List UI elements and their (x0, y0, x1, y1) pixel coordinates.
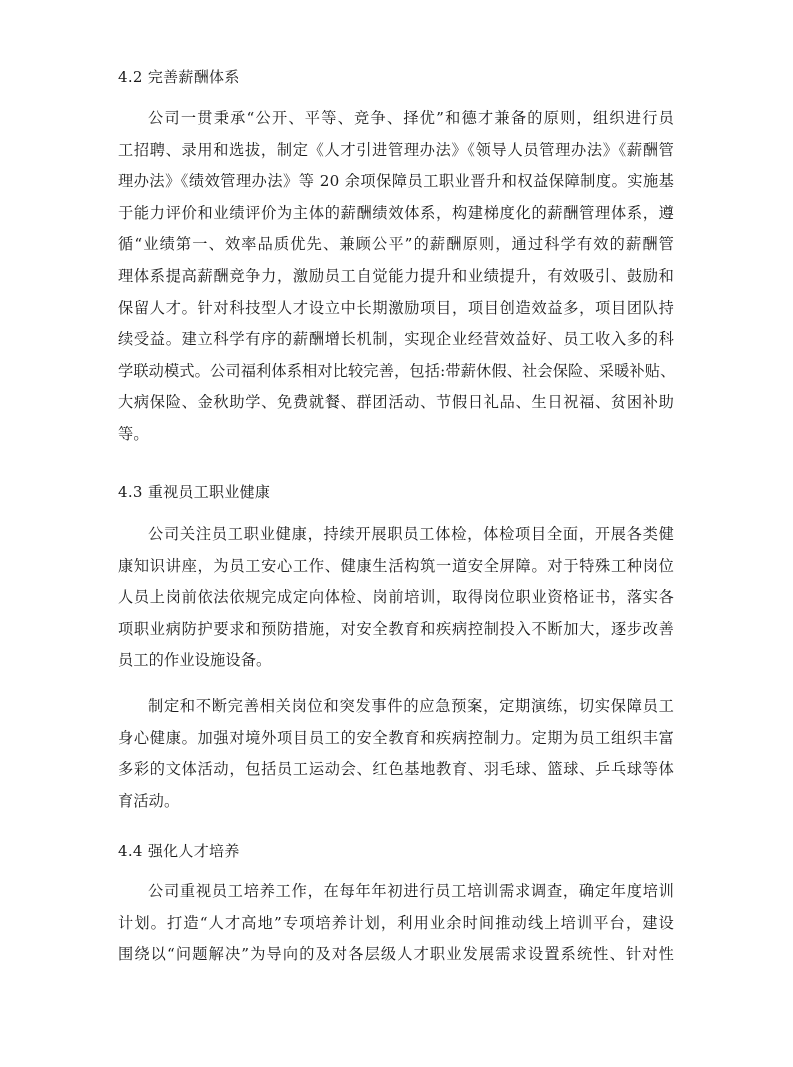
paragraph-line: 计划。打造“人才高地”专项培养计划，利用业余时间推动线上培训平台，建设 (118, 913, 674, 932)
paragraph-talent-training (118, 876, 674, 971)
paragraph-line: 公司关注员工职业健康，持续开展职员工体检，体检项目全面，开展各类健 (148, 525, 674, 543)
section-heading-4-3: 4.3 重视员工职业健康 (118, 483, 271, 501)
paragraph-compensation-system (118, 103, 674, 451)
paragraph-emergency-plans (118, 691, 674, 817)
paragraph-line: 理办法》《绩效管理办法》等 20 余项保障员工职业晋升和权益保障制度。实施基 (118, 172, 674, 191)
paragraph-line: 育活动。 (118, 791, 180, 810)
paragraph-line: 保留人才。针对科技型人才设立中长期激励项目，项目创造效益多，项目团队持 (118, 298, 674, 317)
section-heading-4-4: 4.4 强化人才培养 (118, 842, 240, 860)
paragraph-occupational-health (118, 519, 674, 677)
paragraph-line: 理体系提高薪酬竞争力，激励员工自觉能力提升和业绩提升，有效吸引、鼓励和 (118, 266, 674, 285)
paragraph-line: 等。 (118, 424, 149, 443)
paragraph-line: 身心健康。加强对境外项目员工的安全教育和疾病控制力。定期为员工组织丰富 (118, 728, 674, 747)
paragraph-line: 公司重视员工培养工作，在每年年初进行员工培训需求调查，确定年度培训 (148, 882, 674, 900)
paragraph-line: 员工的作业设施设备。 (118, 651, 272, 670)
paragraph-line: 循“业绩第一、效率品质优先、兼顾公平”的薪酬原则，通过科学有效的薪酬管 (118, 235, 674, 254)
paragraph-line: 学联动模式。公司福利体系相对比较完善，包括:带薪休假、社会保险、采暖补贴、 (118, 361, 676, 380)
paragraph-line: 项职业病防护要求和预防措施，对安全教育和疾病控制投入不断加大，逐步改善 (118, 619, 674, 638)
section-heading-4-2: 4.2 完善薪酬体系 (118, 68, 240, 86)
paragraph-line: 制定和不断完善相关岗位和突发事件的应急预案，定期演练，切实保障员工 (148, 697, 674, 715)
paragraph-line: 多彩的文体活动，包括员工运动会、红色基地教育、羽毛球、篮球、乒乓球等体 (118, 760, 674, 779)
paragraph-line: 围绕以“问题解决”为导向的及对各层级人才职业发展需求设置系统性、针对性 (118, 945, 674, 964)
paragraph-line: 于能力评价和业绩评价为主体的薪酬绩效体系，构建梯度化的薪酬管理体系，遵 (118, 203, 674, 222)
paragraph-line: 公司一贯秉承“公开、平等、竞争、择优”和德才兼备的原则，组织进行员 (148, 109, 674, 127)
paragraph-line: 人员上岗前依法依规完成定向体检、岗前培训，取得岗位职业资格证书，落实各 (118, 588, 674, 607)
paragraph-line: 大病保险、金秋助学、免费就餐、群团活动、节假日礼品、生日祝福、贫困补助 (118, 393, 674, 412)
paragraph-line: 工招聘、录用和选拔，制定《人才引进管理办法》《领导人员管理办法》《薪酬管 (118, 140, 674, 159)
paragraph-line: 续受益。建立科学有序的薪酬增长机制，实现企业经营效益好、员工收入多的科 (118, 330, 674, 349)
paragraph-line: 康知识讲座，为员工安心工作、健康生活构筑一道安全屏障。对于特殊工种岗位 (118, 556, 674, 575)
